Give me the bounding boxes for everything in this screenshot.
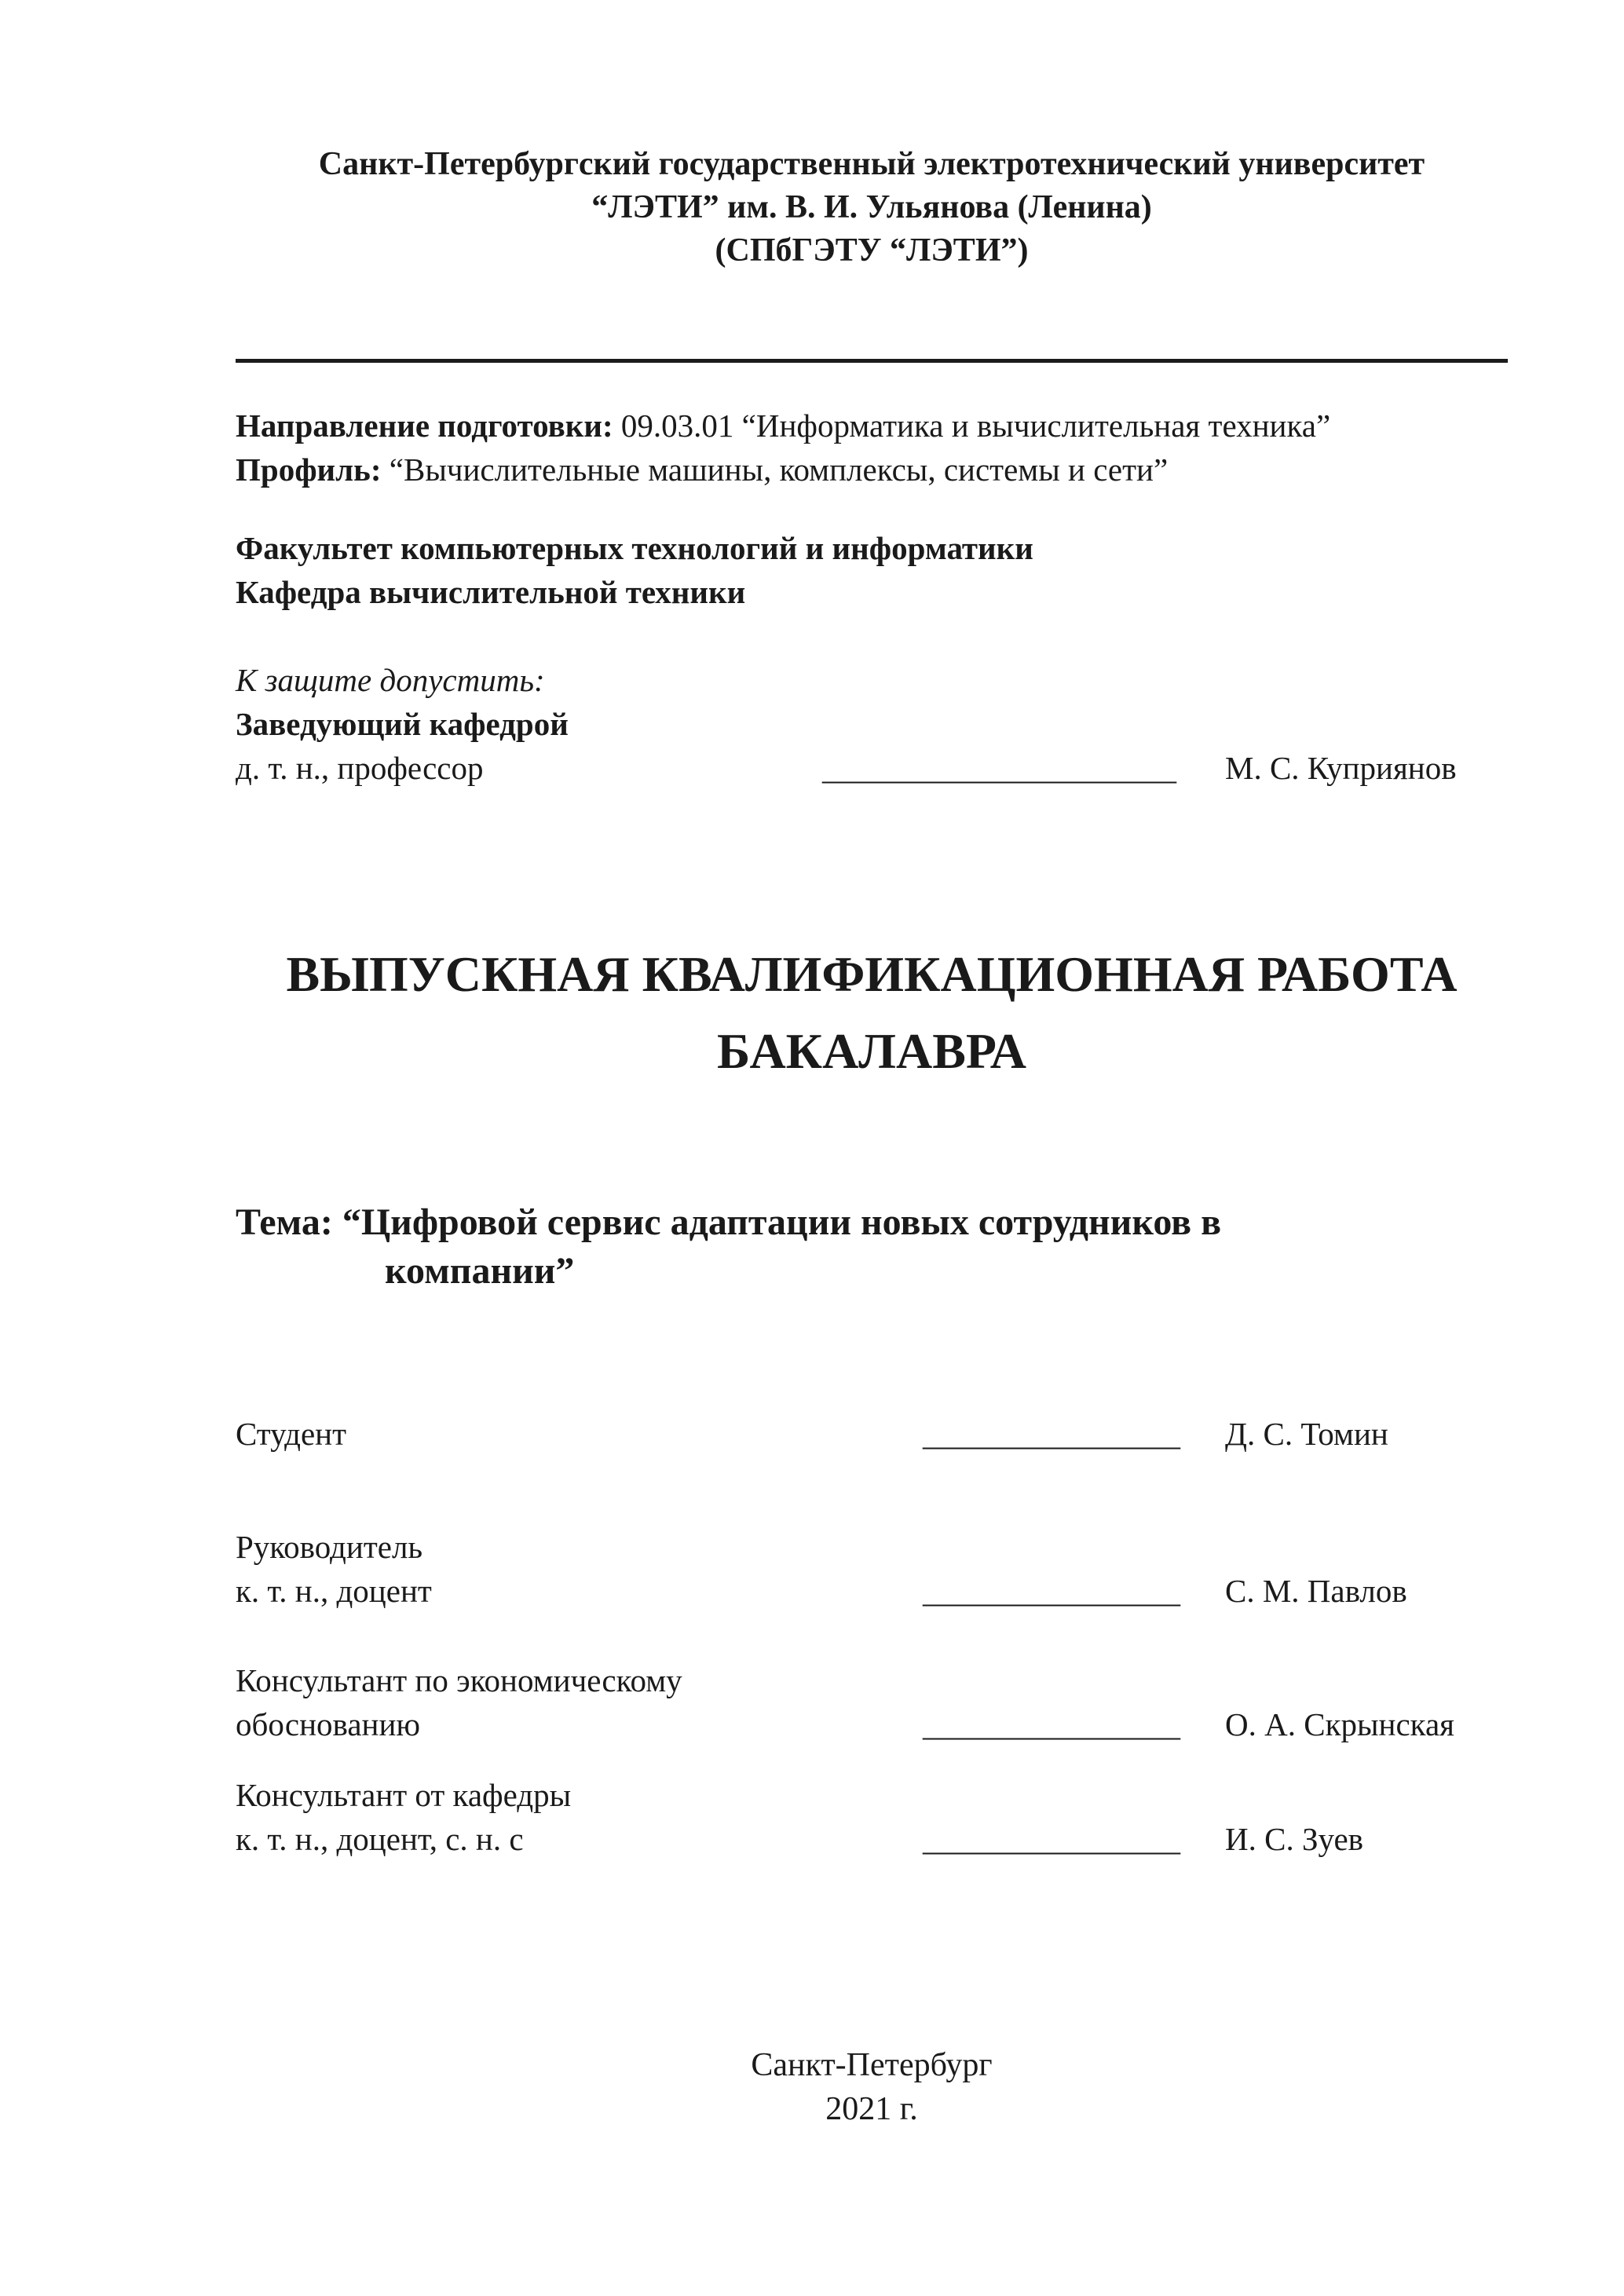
head-name: М. С. Куприянов [1225, 750, 1457, 786]
head-degree: д. т. н., профессор [236, 750, 484, 786]
signature-consultant-econ [236, 1658, 1508, 1746]
student-signature-line: ________________ [923, 1416, 1180, 1452]
supervisor-name: С. М. Павлов [1225, 1573, 1407, 1609]
head-title: Заведующий кафедрой [236, 706, 569, 742]
university-name-line1: Санкт-Петербургский государственный электротехнический университет [318, 146, 1425, 182]
consultant-dept-degree: к. т. н., доцент, с. н. с [236, 1821, 524, 1857]
university-header [236, 143, 1508, 272]
consultant-econ-signature-line: ________________ [923, 1706, 1180, 1742]
student-role: Студент [236, 1416, 347, 1452]
signature-student [236, 1412, 1508, 1456]
department-name: Кафедра вычислительной техники [236, 574, 746, 610]
faculty-name: Факультет компьютерных технологий и информатики [236, 530, 1033, 566]
supervisor-signature-row [236, 1569, 1508, 1613]
program-info [236, 404, 1508, 492]
head-signature-line: ______________________ [822, 750, 1176, 786]
work-title-line1: ВЫПУСКНАЯ КВАЛИФИКАЦИОННАЯ РАБОТА [286, 946, 1458, 1002]
direction-label: Направление подготовки: [236, 408, 613, 444]
topic-section [236, 1198, 1508, 1296]
topic-line2: компании” [385, 1250, 575, 1292]
work-title-line2: БАКАЛАВРА [716, 1023, 1027, 1079]
footer-year: 2021 г. [825, 2091, 918, 2127]
profile-line [236, 448, 1508, 492]
faculty-info [236, 526, 1508, 614]
university-name-line3: (СПбГЭТУ “ЛЭТИ”) [715, 232, 1029, 269]
signature-consultant-dept [236, 1773, 1508, 1861]
direction-value: 09.03.01 “Информатика и вычислительная техника” [620, 408, 1331, 444]
consultant-econ-name: О. А. Скрынская [1225, 1706, 1455, 1742]
consultant-econ-role: Консультант по экономическому [236, 1662, 682, 1698]
consultant-dept-name: И. С. Зуев [1225, 1821, 1364, 1857]
consultant-dept-signature-row [236, 1817, 1508, 1861]
topic-line1: Тема: “Цифровой сервис адаптации новых сотрудников в [236, 1201, 1222, 1243]
supervisor-role: Руководитель [236, 1529, 423, 1565]
consultant-econ-degree: обоснованию [236, 1706, 421, 1742]
work-title [236, 936, 1508, 1090]
student-signature-row [236, 1412, 1508, 1456]
supervisor-signature-line: ________________ [923, 1573, 1180, 1609]
university-name-line2: “ЛЭТИ” им. В. И. Ульянова (Ленина) [591, 189, 1152, 225]
supervisor-degree: к. т. н., доцент [236, 1573, 432, 1609]
footer [236, 2043, 1508, 2131]
profile-value: “Вычислительные машины, комплексы, системы и сети” [389, 452, 1169, 488]
consultant-econ-signature-row [236, 1702, 1508, 1746]
footer-city: Санкт-Петербург [751, 2047, 993, 2083]
student-name: Д. С. Томин [1225, 1416, 1388, 1452]
consultant-dept-role: Консультант от кафедры [236, 1777, 572, 1813]
signature-supervisor [236, 1525, 1508, 1613]
admit-line: К защите допустить: [236, 662, 545, 698]
profile-label: Профиль: [236, 452, 382, 488]
consultant-dept-signature-line: ________________ [923, 1821, 1180, 1857]
head-signature-row [236, 746, 1508, 790]
header-divider [236, 359, 1508, 363]
direction-line [236, 404, 1508, 448]
approval-section [236, 658, 1508, 790]
